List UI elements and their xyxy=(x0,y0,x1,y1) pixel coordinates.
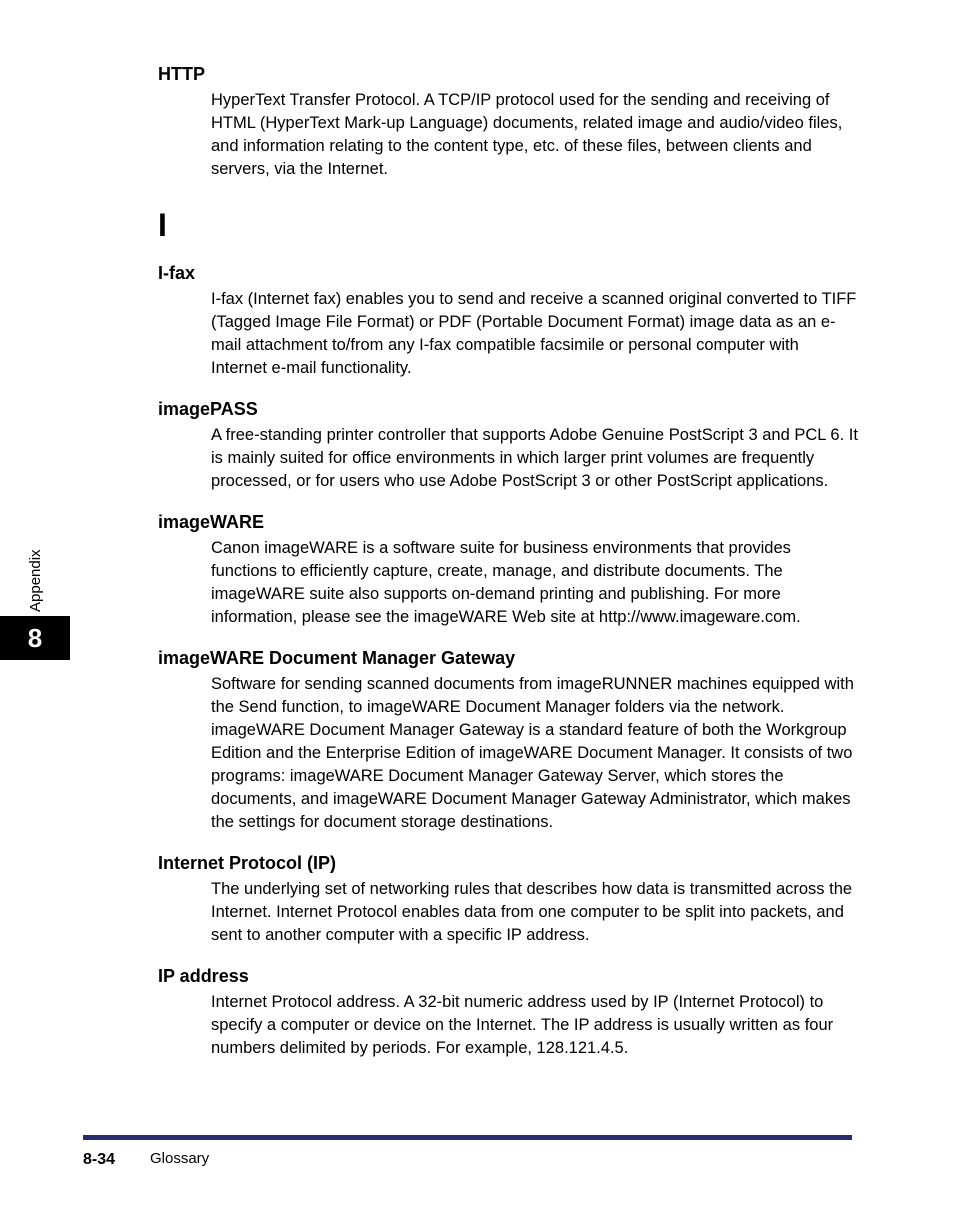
glossary-term: imageWARE Document Manager Gateway xyxy=(158,648,516,668)
glossary-definition: Canon imageWARE is a software suite for business environments that provides functions to efficiently capture, create, manage, and distribute documents. The imageWARE suite also supports on-demand printing and publishing. For more information, please see the imageWARE Web site at http://www.imageware.com. xyxy=(211,539,801,626)
glossary-entry-internet-protocol xyxy=(158,851,858,947)
glossary-definition: The underlying set of networking rules that describes how data is transmitted across the Internet. Internet Protocol enables data from one computer to be split into packets, and sent to another computer with a specific IP address. xyxy=(211,880,853,944)
glossary-term: I-fax xyxy=(158,263,196,283)
glossary-definition: HyperText Transfer Protocol. A TCP/IP protocol used for the sending and receiving of HTML (HyperText Mark-up Language) documents, related image and audio/video files, and information relating to the content type, etc. of these files, between clients and servers, via the Internet. xyxy=(211,91,843,178)
glossary-definition: Software for sending scanned documents from imageRUNNER machines equipped with the Send function, to imageWARE Document Manager folders via the network. imageWARE Document Manager Gateway is a standard feature of both the Workgroup Edition and the Enterprise Edition of imageWARE Document Manager. It consists of two programs: imageWARE Document Manager Gateway Server, which stores the documents, and imageWARE Document Manager Gateway Administrator, which makes the settings for document storage destinations. xyxy=(211,675,854,831)
chapter-tab-label: Appendix xyxy=(27,549,44,612)
footer-page-number: 8-34 xyxy=(83,1151,116,1168)
glossary-entry-imageware xyxy=(158,510,858,629)
chapter-tab-number: 8 xyxy=(0,616,70,660)
glossary-term: imagePASS xyxy=(158,399,258,419)
footer-divider xyxy=(83,1135,852,1140)
glossary-definition: Internet Protocol address. A 32-bit numeric address used by IP (Internet Protocol) to specify a computer or device on the Internet. The IP address is usually written as four numbers delimited by periods. For example, 128.121.4.5. xyxy=(211,993,834,1057)
glossary-entry-http xyxy=(158,62,858,181)
glossary-entry-imagepass xyxy=(158,397,858,493)
glossary-entry-ifax xyxy=(158,261,858,380)
glossary-term: HTTP xyxy=(158,64,205,84)
section-letter-heading: I xyxy=(158,207,167,243)
glossary-entry-ip-address xyxy=(158,964,858,1060)
glossary-content xyxy=(158,62,858,1077)
glossary-term: imageWARE xyxy=(158,512,265,532)
glossary-definition: A free-standing printer controller that supports Adobe Genuine PostScript 3 and PCL 6. It is mainly suited for office environments in which larger print volumes are frequently processed, or for users who use Adobe PostScript 3 or other PostScript applications. xyxy=(211,426,858,490)
footer-section-title: Glossary xyxy=(150,1150,210,1167)
glossary-definition: I-fax (Internet fax) enables you to send and receive a scanned original converted to TIFF (Tagged Image File Format) or PDF (Portable Document Format) image data as an e-mail attachment to/from any I-fax compatible facsimile or personal computer with Internet e-mail functionality. xyxy=(211,290,857,377)
glossary-term: Internet Protocol (IP) xyxy=(158,853,337,873)
glossary-entry-imageware-dm-gateway xyxy=(158,646,858,834)
glossary-term: IP address xyxy=(158,966,249,986)
